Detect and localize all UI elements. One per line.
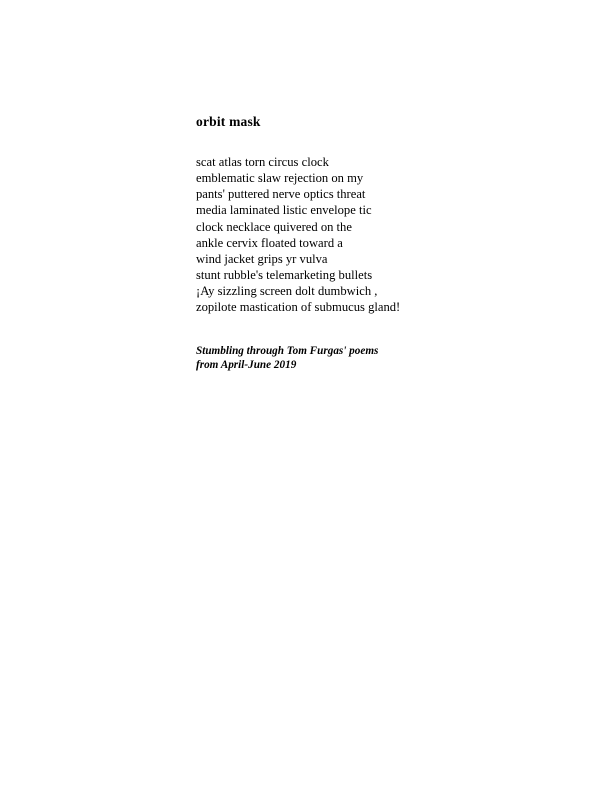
- poem-block: [196, 114, 536, 372]
- poem-line: pants' puttered nerve optics threat: [196, 187, 366, 202]
- poem-line: clock necklace quivered on the: [196, 219, 352, 234]
- colophon: [196, 345, 536, 372]
- colophon-line: Stumbling through Tom Furgas' poems: [196, 345, 379, 358]
- poem-line: stunt rubble's telemarketing bullets: [196, 267, 373, 282]
- poem-line: wind jacket grips yr vulva: [196, 251, 328, 266]
- poem-line: scat atlas torn circus clock: [196, 155, 329, 170]
- page-title: orbit mask: [196, 114, 261, 129]
- poem-body: [196, 154, 536, 315]
- poem-line: emblematic slaw rejection on my: [196, 171, 364, 186]
- poem-line: ankle cervix floated toward a: [196, 235, 343, 250]
- poem-line: zopilote mastication of submucus gland!: [196, 300, 401, 315]
- poem-line: ¡Ay sizzling screen dolt dumbwich ,: [196, 283, 378, 298]
- poem-line: media laminated listic envelope tic: [196, 203, 372, 218]
- colophon-line: from April-June 2019: [196, 358, 297, 371]
